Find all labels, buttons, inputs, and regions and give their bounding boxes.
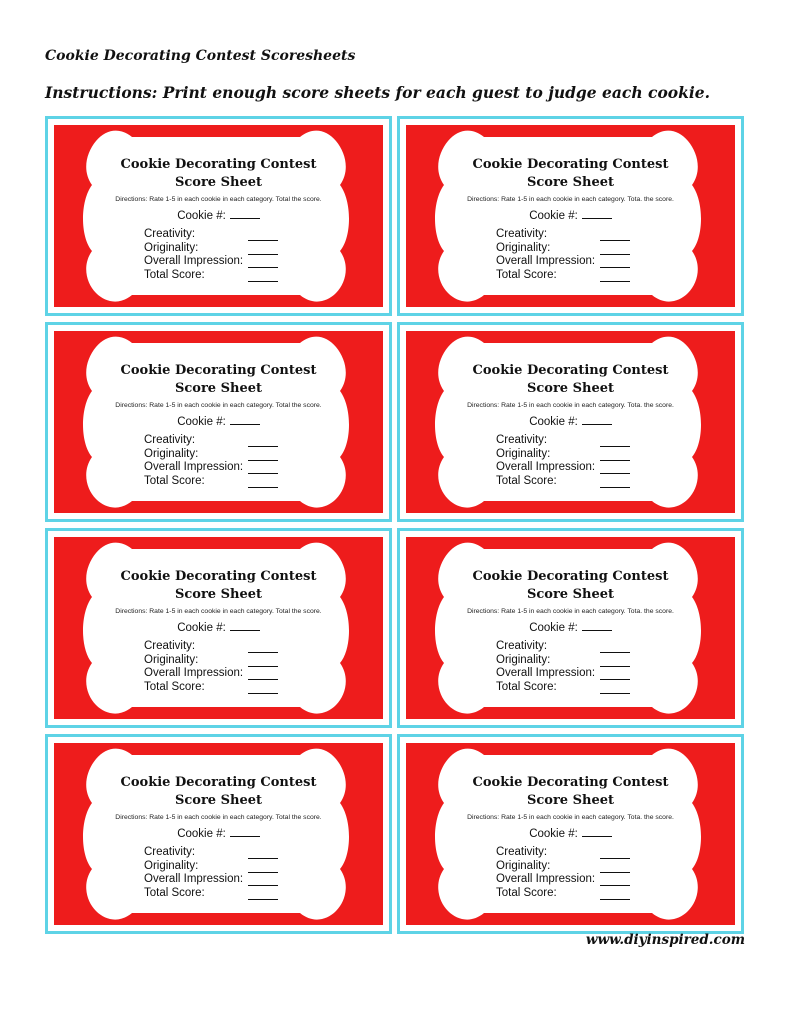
score-blank — [600, 231, 630, 241]
score-blank — [600, 245, 630, 255]
score-sheet-card — [397, 322, 744, 522]
card-title-line1: Cookie Decorating Contest — [120, 157, 317, 172]
card-title-line2: Score Sheet — [174, 175, 262, 190]
card-title — [48, 156, 389, 192]
criteria-label: Total Score: — [496, 680, 557, 693]
cookie-number-line — [400, 208, 741, 222]
score-blank — [248, 863, 278, 873]
cookie-number-label: Cookie #: — [177, 416, 226, 428]
score-sheet-card — [45, 734, 392, 934]
cookie-number-blank — [582, 620, 612, 631]
card-directions: Directions: Rate 1-5 in each cookie in each category. Total the score. — [115, 608, 322, 615]
score-blank — [248, 643, 278, 653]
score-blank — [248, 670, 278, 680]
cookie-number-label: Cookie #: — [529, 828, 578, 840]
card-title-line2: Score Sheet — [526, 793, 614, 808]
score-blank — [248, 245, 278, 255]
criteria-label: Originality: — [144, 859, 199, 872]
card-title-line1: Cookie Decorating Contest — [472, 775, 669, 790]
card-title-line1: Cookie Decorating Contest — [120, 775, 317, 790]
criteria-label: Creativity: — [144, 434, 196, 446]
criteria-label: Overall Impression: — [496, 255, 596, 267]
score-blank — [600, 890, 630, 900]
score-sheet-card — [397, 116, 744, 316]
cookie-number-label: Cookie #: — [177, 622, 226, 634]
score-blank — [600, 272, 630, 282]
criteria-label: Creativity: — [496, 846, 548, 858]
card-title-line1: Cookie Decorating Contest — [120, 569, 317, 584]
card-title-line1: Cookie Decorating Contest — [472, 569, 669, 584]
card-title-line2: Score Sheet — [526, 175, 614, 190]
criteria-label: Overall Impression: — [144, 667, 244, 679]
score-blank — [248, 684, 278, 694]
score-blank — [600, 684, 630, 694]
cookie-number-line — [400, 826, 741, 840]
score-sheet-card — [45, 528, 392, 728]
score-blank — [248, 464, 278, 474]
score-sheet-grid — [45, 116, 744, 934]
criteria-label: Total Score: — [144, 268, 205, 281]
cookie-number-line — [48, 414, 389, 428]
criteria-label: Total Score: — [496, 268, 557, 281]
cookie-number-line — [400, 414, 741, 428]
cookie-number-blank — [582, 208, 612, 219]
card-directions: Directions: Rate 1-5 in each cookie in each category. Tota. the score. — [467, 402, 674, 409]
score-blank — [248, 231, 278, 241]
card-title — [48, 774, 389, 810]
cookie-number-label: Cookie #: — [177, 210, 226, 222]
card-title — [400, 774, 741, 810]
card-title-line2: Score Sheet — [526, 381, 614, 396]
score-blank — [600, 437, 630, 447]
card-title-line2: Score Sheet — [526, 587, 614, 602]
cookie-number-blank — [582, 826, 612, 837]
criteria-label: Overall Impression: — [496, 461, 596, 473]
card-title-line2: Score Sheet — [174, 381, 262, 396]
score-blank — [600, 657, 630, 667]
criteria-label: Overall Impression: — [496, 873, 596, 885]
score-blank — [600, 849, 630, 859]
criteria-label: Creativity: — [144, 640, 196, 652]
criteria-label: Originality: — [496, 241, 551, 254]
cookie-number-label: Cookie #: — [529, 416, 578, 428]
card-title-line1: Cookie Decorating Contest — [120, 363, 317, 378]
score-blank — [248, 657, 278, 667]
score-blank — [248, 849, 278, 859]
card-directions: Directions: Rate 1-5 in each cookie in each category. Total the score. — [115, 814, 322, 821]
card-directions: Directions: Rate 1-5 in each cookie in each category. Tota. the score. — [467, 608, 674, 615]
criteria-label: Total Score: — [144, 680, 205, 693]
cookie-number-label: Cookie #: — [529, 622, 578, 634]
score-blank — [600, 670, 630, 680]
card-title — [400, 156, 741, 192]
score-blank — [600, 643, 630, 653]
criteria-label: Overall Impression: — [496, 667, 596, 679]
score-blank — [600, 258, 630, 268]
criteria-label: Creativity: — [496, 640, 548, 652]
score-blank — [600, 464, 630, 474]
score-blank — [600, 451, 630, 461]
criteria-label: Creativity: — [496, 228, 548, 240]
cookie-number-blank — [582, 414, 612, 425]
score-blank — [248, 272, 278, 282]
criteria-label: Creativity: — [144, 228, 196, 240]
criteria-label: Overall Impression: — [144, 255, 244, 267]
criteria-label: Creativity: — [144, 846, 196, 858]
score-sheet-card — [45, 116, 392, 316]
card-title — [400, 568, 741, 604]
score-blank — [600, 478, 630, 488]
score-sheet-card — [397, 734, 744, 934]
card-title — [48, 568, 389, 604]
criteria-label: Total Score: — [496, 886, 557, 899]
cookie-number-label: Cookie #: — [529, 210, 578, 222]
criteria-label: Overall Impression: — [144, 461, 244, 473]
card-title-line1: Cookie Decorating Contest — [472, 363, 669, 378]
criteria-label: Creativity: — [496, 434, 548, 446]
criteria-label: Originality: — [144, 241, 199, 254]
card-directions: Directions: Rate 1-5 in each cookie in each category. Total the score. — [115, 196, 322, 203]
cookie-number-line — [48, 208, 389, 222]
card-title-line2: Score Sheet — [174, 587, 262, 602]
cookie-number-label: Cookie #: — [177, 828, 226, 840]
score-blank — [248, 876, 278, 886]
document-instructions: Instructions: Print enough score sheets for each guest to judge each cookie. — [45, 83, 711, 102]
card-title-line1: Cookie Decorating Contest — [472, 157, 669, 172]
cookie-number-blank — [230, 208, 260, 219]
score-blank — [600, 876, 630, 886]
cookie-number-line — [48, 826, 389, 840]
score-blank — [248, 437, 278, 447]
score-blank — [248, 258, 278, 268]
cookie-number-blank — [230, 414, 260, 425]
criteria-label: Total Score: — [496, 474, 557, 487]
criteria-label: Originality: — [144, 653, 199, 666]
card-directions: Directions: Rate 1-5 in each cookie in each category. Total the score. — [115, 402, 322, 409]
cookie-number-blank — [230, 826, 260, 837]
card-title — [400, 362, 741, 398]
criteria-label: Overall Impression: — [144, 873, 244, 885]
card-title-line2: Score Sheet — [174, 793, 262, 808]
cookie-number-blank — [230, 620, 260, 631]
score-blank — [248, 478, 278, 488]
score-blank — [248, 890, 278, 900]
criteria-label: Total Score: — [144, 886, 205, 899]
card-directions: Directions: Rate 1-5 in each cookie in each category. Tota. the score. — [467, 814, 674, 821]
criteria-label: Originality: — [144, 447, 199, 460]
footer-url: www.diyinspired.com — [585, 932, 745, 948]
criteria-label: Originality: — [496, 447, 551, 460]
criteria-label: Total Score: — [144, 474, 205, 487]
score-sheet-card — [45, 322, 392, 522]
score-blank — [600, 863, 630, 873]
score-blank — [248, 451, 278, 461]
criteria-label: Originality: — [496, 653, 551, 666]
cookie-number-line — [400, 620, 741, 634]
score-sheet-card — [397, 528, 744, 728]
document-title: Cookie Decorating Contest Scoresheets — [45, 48, 356, 64]
criteria-label: Originality: — [496, 859, 551, 872]
cookie-number-line — [48, 620, 389, 634]
card-title — [48, 362, 389, 398]
card-directions: Directions: Rate 1-5 in each cookie in each category. Tota. the score. — [467, 196, 674, 203]
